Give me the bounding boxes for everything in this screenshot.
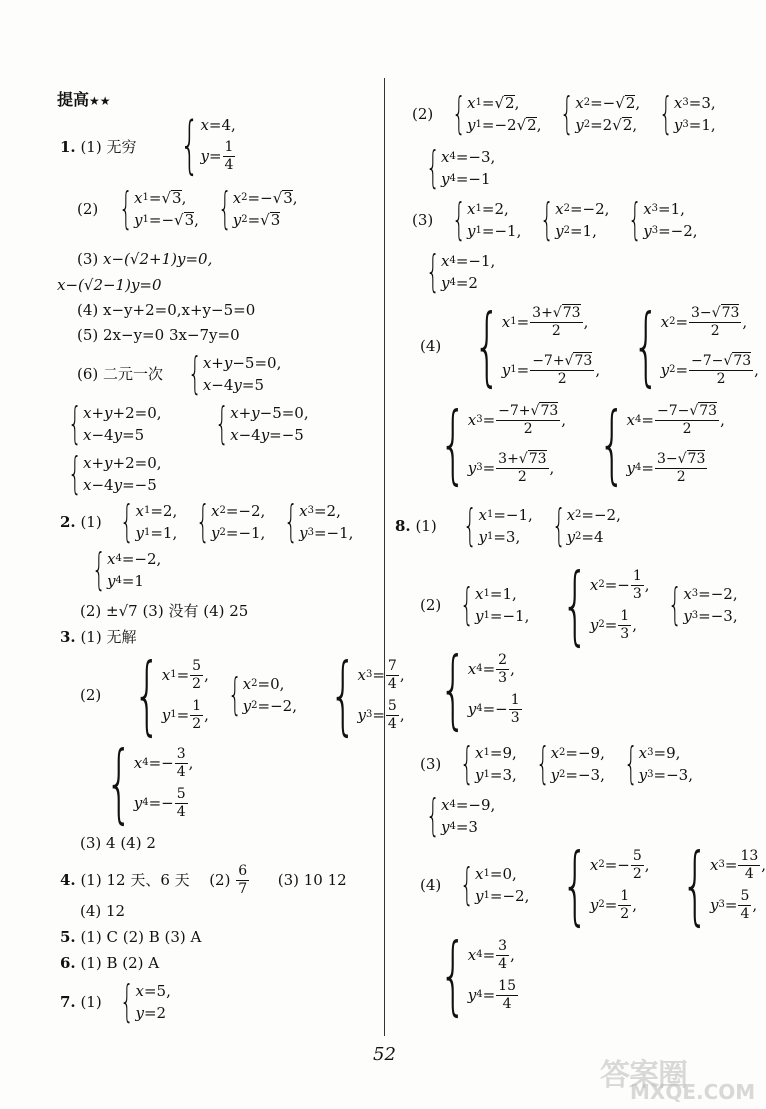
section-title: 提高 <box>57 90 90 109</box>
column-divider <box>384 78 385 1036</box>
section-heading <box>57 92 111 108</box>
q1-part6-system3: { x + y +2=0, x −4 y =−5 <box>68 448 162 499</box>
q8-part3: (3) { x 1 =9, y 1 =3, { x 2 =−9, y 2 =−3, { x 3 =9, y 3 =−3, <box>420 738 693 789</box>
q2-part1: 2. (1) { x 1 =2, y 1 =1, { x 2 =−2, y 2 =−1, { x 3 =2, y 3 =−1, <box>60 496 354 547</box>
q6: 6. (1) B (2) A <box>60 954 160 972</box>
q5-number: 5. <box>60 928 76 946</box>
q1-part3-eq1: x−(√2+1)y=0, <box>103 250 213 268</box>
q8-part3-system4: { x 4 =−9, y 4 =3 <box>426 790 496 841</box>
q3-part1: 3. (1) 无解 <box>60 628 137 646</box>
q8-number: 8. <box>395 516 411 535</box>
q1-part1-label: (1) 无穷 <box>80 138 137 156</box>
q2-number: 2. <box>60 512 76 531</box>
q7-part3-system4: { x 4 =−1, y 4 =2 <box>426 246 496 297</box>
q1-part3: (3) x−(√2+1)y=0, <box>77 250 213 268</box>
page-number: 52 <box>373 1044 396 1065</box>
watermark-url: MXQE.COM <box>630 1080 756 1104</box>
q3-part2: (2) { x 1 = $\frac{5}{2}$ , y 1 = $\frac{1}{2}$ , { x 2 =0, y 2 =−2, { x 3 = $\frac{7}{4}$ , y 3 = $\frac{5}{4}$ , <box>80 645 405 745</box>
difficulty-stars: ★★ <box>89 94 111 108</box>
q4-part4: (4) 12 <box>80 902 126 920</box>
q4-line1: 4. (1) 12 天、6 天 (2) $\frac{6}{7}$ (3) 10 12 <box>60 863 347 897</box>
q3-number: 3. <box>60 628 76 646</box>
q8-part4: (4) { x 1 =0, y 1 =−2, { x 2 =− $\frac{5}{2}$ , y 2 = $\frac{1}{2}$ , { x 3 = $\frac{13}{4}$ , y 3 = $\frac{5}{4}$ , <box>420 835 766 935</box>
q7-part4-systems: { x 3 = $\frac{-7+√73}{2}$ , y 3 = $\frac{3+√73}{2}$ , { x 4 = $\frac{-7-√73}{2}$ , y 4 = $\frac{3-√73}{2}$ <box>439 394 725 494</box>
q2-rest: (2) ±√7 (3) 没有 (4) 25 <box>80 602 249 620</box>
q1-part1 <box>60 140 136 155</box>
q7-part2-system4: { x 4 =−3, y 4 =−1 <box>426 142 496 193</box>
q4-number: 4. <box>60 870 76 889</box>
q7-part2: (2) { x 1 =√ 2 , y 1 =−2√ 2 , { x 2 =−√ 2 , y 2 =2√ 2 , { x 3 =3, y 3 =1, <box>412 88 716 139</box>
q1-part3-eq2: x−(√2−1)y=0 <box>57 276 162 294</box>
q8-part4-system4: { x 4 = $\frac{3}{4}$ , y 4 = $\frac{15}{4}$ <box>439 925 516 1025</box>
watermark-logo: 答案圈 <box>600 1058 687 1093</box>
q6-number: 6. <box>60 954 76 972</box>
q1-number: 1. <box>60 138 76 156</box>
q1-part2: (2) { x 1 = √ 3 , y 1 =− √ 3 , { x 2 =− √ 3 , y 2 = √ 3 <box>77 183 298 234</box>
q7-part1: 7. (1) { x =5, y =2 <box>60 976 171 1027</box>
q8-part1: 8. (1) { x 1 =−1, y 1 =3, { x 2 =−2, y 2 =4 <box>395 500 621 551</box>
q7-number: 7. <box>60 992 76 1011</box>
q7-part4: (4) { x 1 = $\frac{3+√73}{2}$ , y 1 = $\frac{-7+√73}{2}$ , { x 2 = $\frac{3-√73}{2}$ , y 2 = $\frac{-7-√73}{2}$ , <box>420 296 759 396</box>
q7-part3: (3) { x 1 =2, y 1 =−1, { x 2 =−2, y 2 =1, { x 3 =1, y 3 =−2, <box>412 194 698 245</box>
q1-part6: (6) 二元一次 { x + y −5=0, x −4 y =5 <box>77 348 282 399</box>
q2-part1-system4: { x 4 =−2, y 4 =1 <box>92 544 162 595</box>
q1-part5: (5) 2x−y=0 3x−7y=0 <box>77 326 240 344</box>
q8-part2: (2) { x 1 =1, y 1 =−1, { x 2 =− $\frac{1}{3}$ , y 2 = $\frac{1}{3}$ , { x 3 =−2, y 3 =−3, <box>420 555 738 655</box>
q8-part2-system4: { x 4 = $\frac{2}{3}$ , y 4 =− $\frac{1}{3}$ <box>439 639 520 739</box>
q1-part4: (4) x−y+2=0,x+y−5=0 <box>77 301 256 319</box>
q1-part6-systems: { x + y +2=0, x −4 y =5 { x + y −5=0, x −4 y =−5 <box>68 398 309 449</box>
q3-part2-system4: { x 4 =− $\frac{3}{4}$ , y 4 =− $\frac{5}{4}$ <box>105 733 194 833</box>
q5: 5. (1) C (2) B (3) A <box>60 928 202 946</box>
q3-rest: (3) 4 (4) 2 <box>80 834 156 852</box>
q1-part1-system: { x =4, y = $\frac{1}{4}$ <box>179 108 236 181</box>
